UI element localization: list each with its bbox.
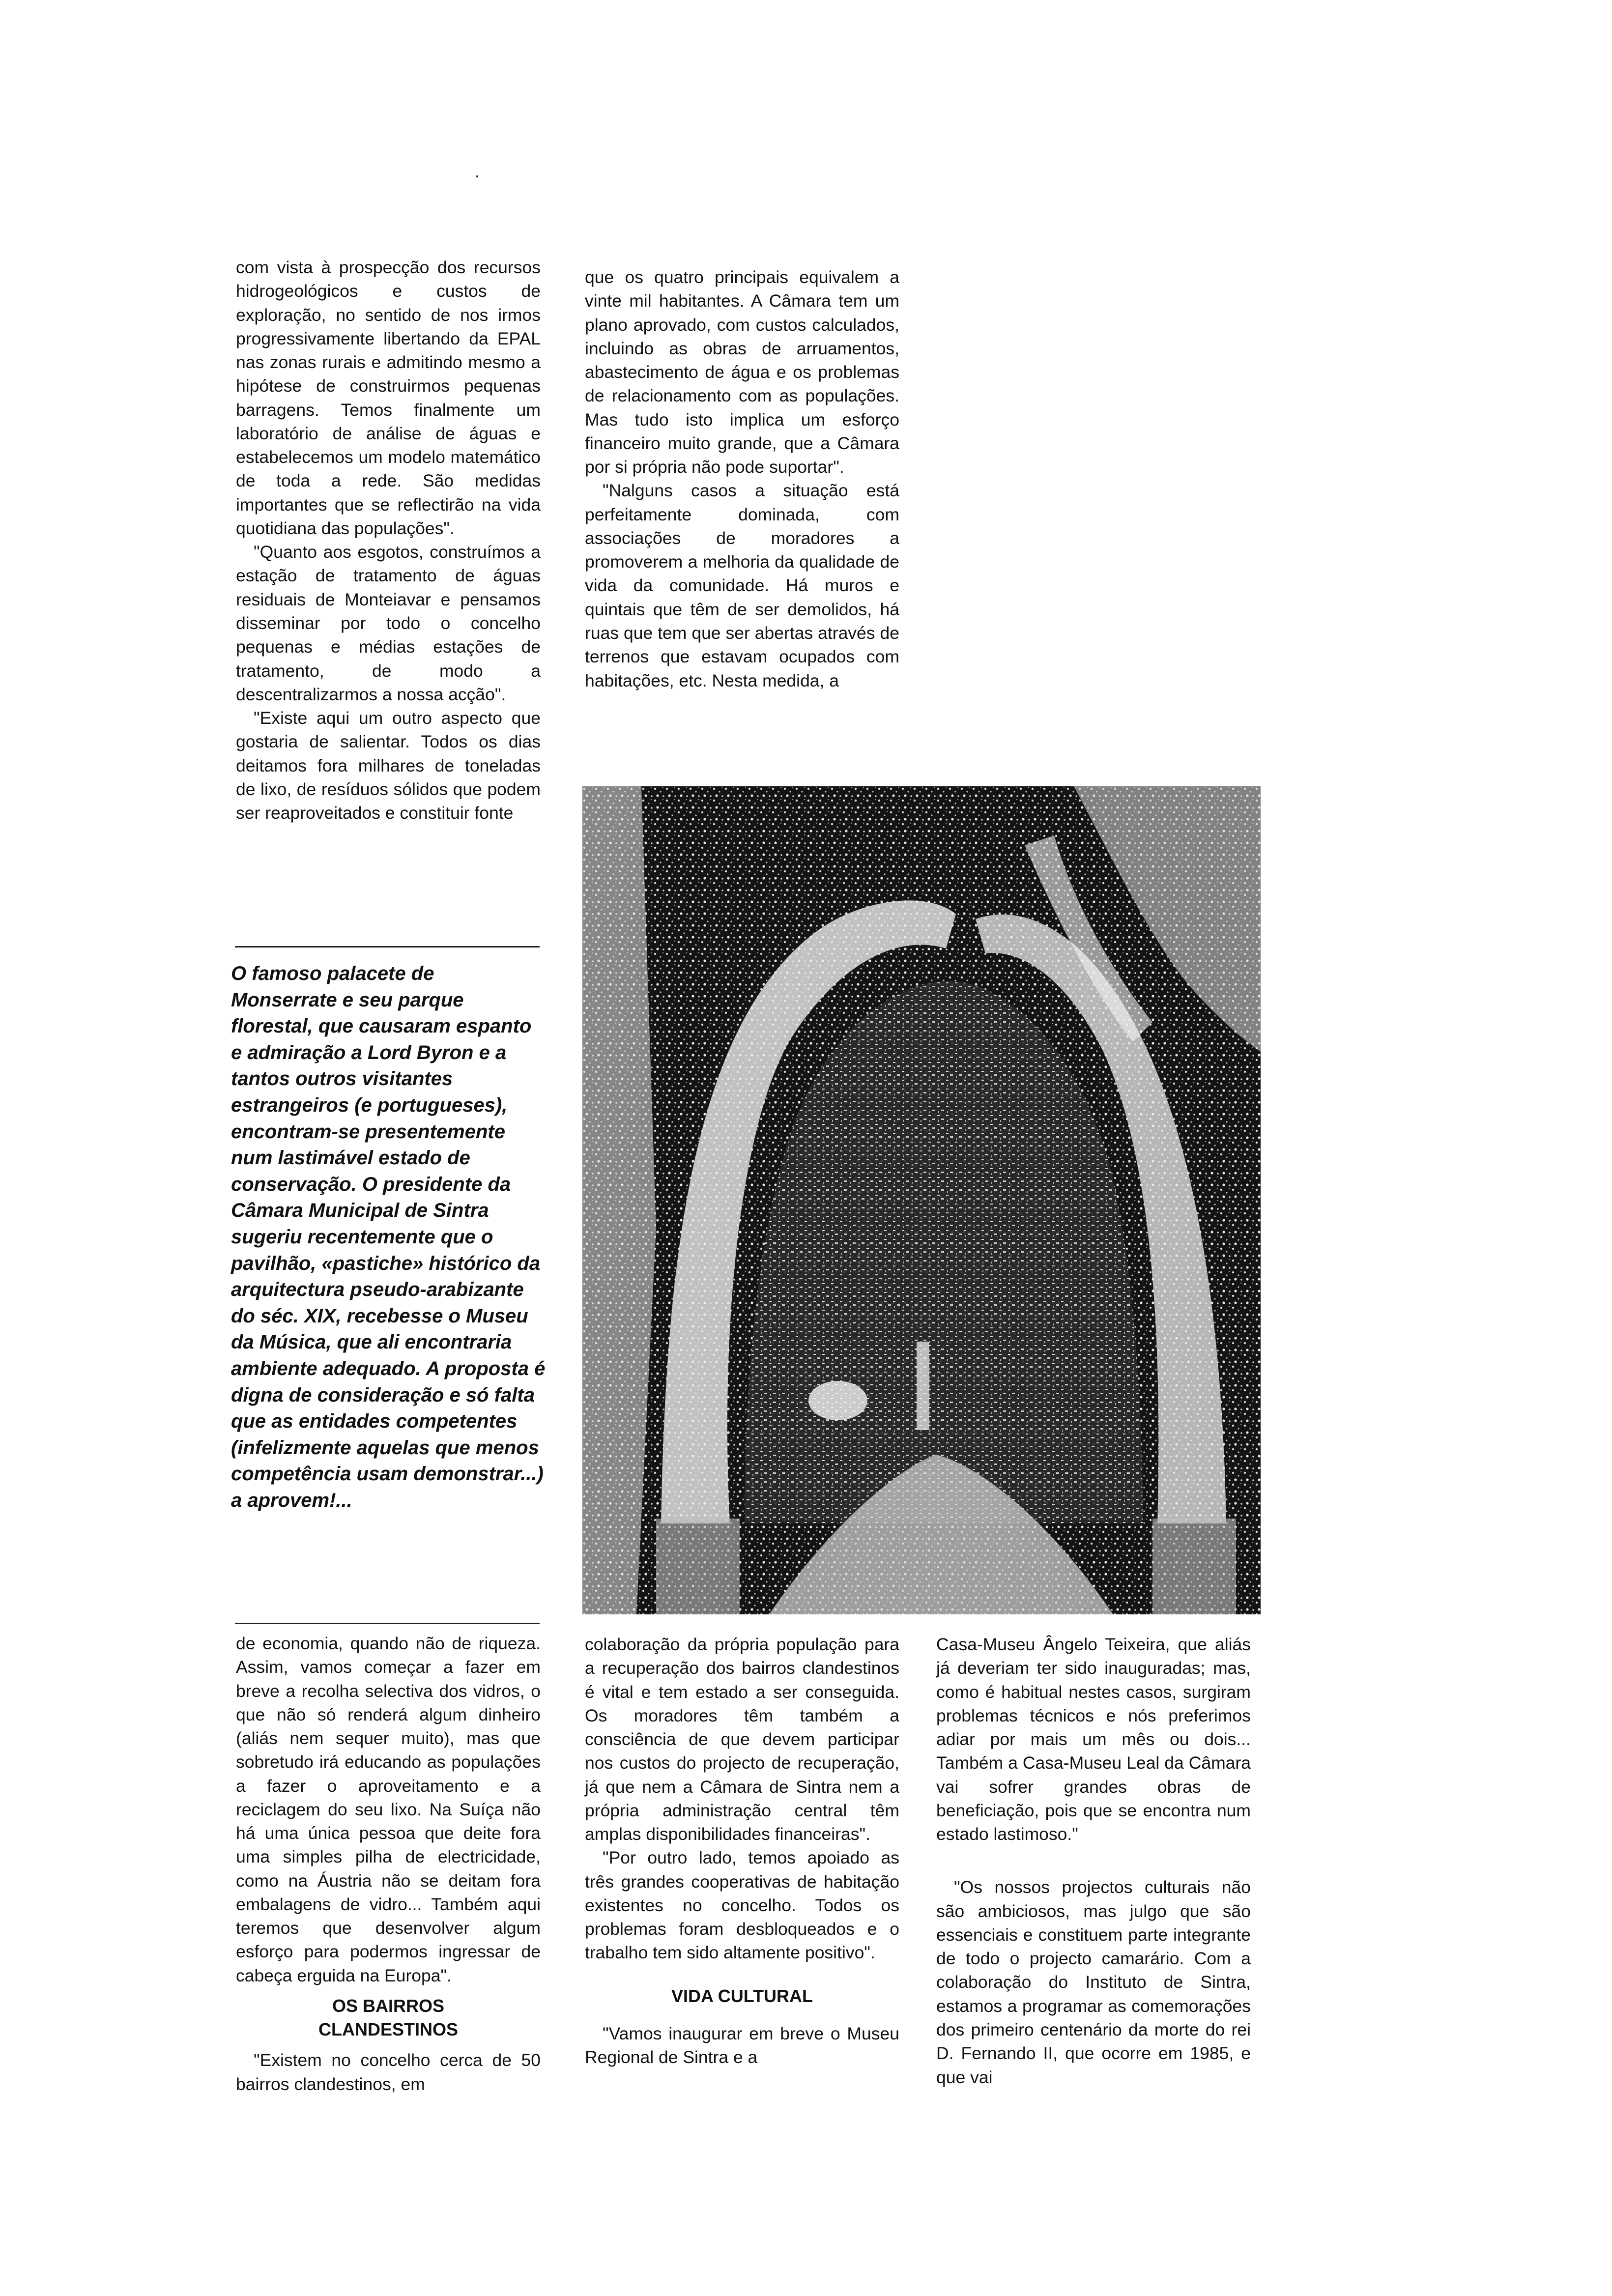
paragraph: "Vamos inaugurar em breve o Museu Regional de Sintra e a	[585, 2023, 899, 2067]
section-heading-vida-cultural: VIDA CULTURAL	[671, 1985, 813, 2006]
paragraph: "Quanto aos esgotos, construímos a estação de tratamento de águas residuais de Monteiavar e pensamos disseminar por todo o concelho pequenas e médias estações de tratamento, de modo a descentralizarmos a nossa acção".	[236, 542, 541, 704]
paragraph: "Por outro lado, temos apoiado as três grandes cooperativas de habitação existentes no concelho. Todos os problemas foram desbloqueados e o trabalho tem sido altamente positivo".	[585, 1848, 899, 1963]
divider-rule	[235, 946, 540, 947]
paragraph: com vista à prospecção dos recursos hidrogeológicos e custos de exploração, no sentido de nos irmos progressivamente libertando da EPAL nas zonas rurais e admitindo mesmo a hipótese de construirmos pequenas barragens. Temos finalmente um laboratório de análise de águas e estabelecemos um modelo matemático de toda a rede. São medidas importantes que se reflectirão na vida quotidiana das populações".	[236, 258, 541, 538]
column-2-bottom	[585, 1633, 899, 2069]
paragraph: "Existe aqui um outro aspecto que gostaria de salientar. Todos os dias deitamos fora milhares de toneladas de lixo, de resíduos sólidos que podem ser reaproveitados e constituir fonte	[236, 708, 541, 823]
column-1-top	[236, 256, 541, 825]
column-2-top	[585, 265, 899, 692]
pull-quote-headline: O famoso palacete de Monserrate e seu parque florestal, que causaram espanto e admiração a Lord Byron e a tantos outros visitantes estrangeiros (e portugueses), encontram-se presentemente num lastimável estado de conservação. O presidente da Câmara Municipal de Sintra sugeriu recentemente que o pavilhão, «pastiche» histórico da arquitectura pseudo-arabizante do séc. XIX, recebesse o Museu da Música, que ali encontraria ambiente adequado. A proposta é digna de consideração e só falta que as entidades competentes (infelizmente aquelas que menos competência usam demonstrar...) a aprovem!...	[231, 963, 546, 1511]
paragraph: Casa-Museu Ângelo Teixeira, que aliás já deveriam ter sido inauguradas; mas, como é habitual nestes casos, surgiram problemas técnicos e nós preferimos adiar por mais um mês ou dois... Também a Casa-Museu Leal da Câmara vai sofrer grandes obras de beneficiação, pois que se encontra num estado lastimoso."	[936, 1635, 1251, 1844]
monserrate-photo	[582, 786, 1261, 1614]
column-1-bottom	[236, 1632, 541, 2096]
divider-rule	[235, 1623, 540, 1624]
paragraph: "Os nossos projectos culturais não são ambiciosos, mas julgo que são essenciais e constituem parte integrante de todo o projecto camarário. Com a colaboração do Instituto de Sintra, estamos a programar as comemorações dos primeiro centenário da morte do rei D. Fernando II, que ocorre em 1985, e que vai	[936, 1877, 1251, 2087]
section-heading-line: CLANDESTINOS	[318, 2019, 458, 2040]
print-speck: ·	[474, 165, 480, 185]
paragraph: de economia, quando não de riqueza. Assim, vamos começar a fazer em breve a recolha selectiva dos vidros, o que não só renderá algum dinheiro (aliás nem sequer muito), mas que sobretudo irá educando as populações a fazer o aproveitamento e a reciclagem do seu lixo. Na Suíça não há uma única pessoa que deite fora uma simples pilha de electricidade, como na Áustria não se deitam fora embalagens de vidro... Também aqui teremos que desenvolver algum esforço para podermos ingressar de cabeça erguida na Europa".	[236, 1634, 541, 1985]
paragraph: que os quatro principais equivalem a vinte mil habitantes. A Câmara tem um plano aprovado, com custos calculados, incluindo as obras de arruamentos, abastecimento de água e os problemas de relacionamento com as populações. Mas tudo isto implica um esforço financeiro muito grande, que a Câmara por si própria não pode suportar".	[585, 267, 899, 477]
paragraph: "Existem no concelho cerca de 50 bairros clandestinos, em	[236, 2050, 541, 2094]
section-heading-bairros	[236, 1994, 541, 2041]
column-3-bottom	[936, 1633, 1251, 2089]
paragraph: "Nalguns casos a situação está perfeitamente dominada, com associações de moradores a promoverem a melhoria da qualidade de vida da comunidade. Há muros e quintais que têm de ser demolidos, há ruas que tem que ser abertas através de terrenos que estavam ocupados com habitações, etc. Nesta medida, a	[585, 481, 899, 690]
section-heading-line: OS BAIRROS	[332, 1995, 445, 2016]
photo-illustration	[582, 786, 1261, 1614]
paragraph: colaboração da própria população para a recuperação dos bairros clandestinos é vital e tem estado a ser conseguida. Os moradores têm também a consciência de que devem participar nos custos do projecto de recuperação, já que nem a Câmara de Sintra nem a própria administração central têm amplas disponibilidades financeiras".	[585, 1635, 899, 1844]
